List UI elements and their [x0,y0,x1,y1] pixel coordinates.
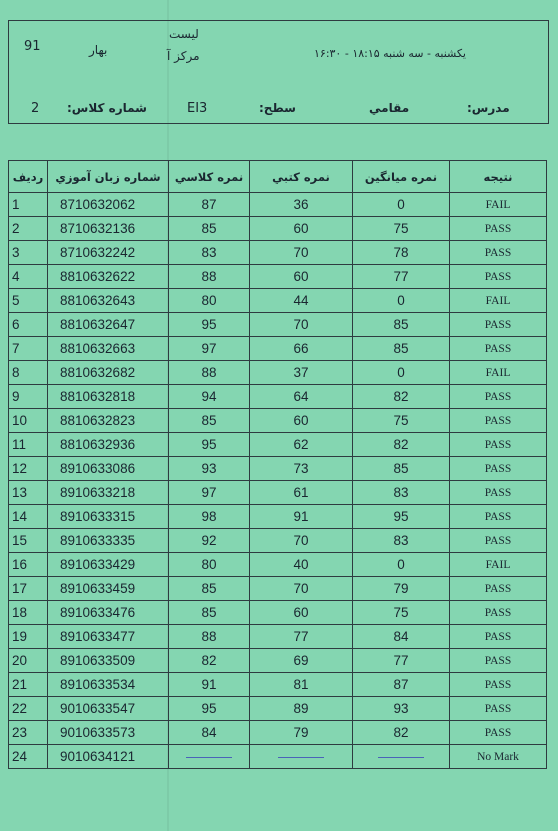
col-header-student-id: شماره زبان آموزي [48,161,169,193]
average-cell: 75 [353,409,450,433]
table-row [9,289,547,313]
average-cell: 82 [353,385,450,409]
class-score-cell: 93 [169,457,250,481]
result-cell: PASS [450,409,547,433]
result-cell: PASS [450,649,547,673]
student-id-cell: 8710632062 [48,193,169,217]
row-number-cell: 8 [9,361,48,385]
result-cell: FAIL [450,193,547,217]
row-number-cell: 19 [9,625,48,649]
result-cell: PASS [450,241,547,265]
average-cell: 85 [353,457,450,481]
row-number-cell: 11 [9,433,48,457]
row-number-cell: 20 [9,649,48,673]
row-number-cell: 24 [9,745,48,769]
table-header-row [9,161,547,193]
written-score-cell: 60 [250,217,353,241]
average-cell: 84 [353,625,450,649]
student-id-cell: 8910633335 [48,529,169,553]
written-score-cell: 79 [250,721,353,745]
col-header-written-score: نمره كتبي [250,161,353,193]
table-row [9,745,547,769]
table-row [9,433,547,457]
written-score-cell: 70 [250,577,353,601]
student-id-cell: 9010633573 [48,721,169,745]
result-cell: PASS [450,529,547,553]
student-id-cell: 8910633509 [48,649,169,673]
written-score-cell: 60 [250,265,353,289]
row-number-cell: 15 [9,529,48,553]
average-cell: 79 [353,577,450,601]
average-cell: 85 [353,313,450,337]
written-score-cell: 73 [250,457,353,481]
table-row [9,649,547,673]
result-cell: PASS [450,217,547,241]
student-id-cell: 8910633429 [48,553,169,577]
student-id-cell: 8910633476 [48,601,169,625]
term: بهار [89,43,108,57]
written-score-cell: 62 [250,433,353,457]
result-cell: FAIL [450,289,547,313]
table-row [9,601,547,625]
teacher-label: مدرس: [467,101,510,115]
average-cell: 0 [353,289,450,313]
class-score-cell [169,745,250,769]
table-row [9,577,547,601]
year: 91 [24,39,41,54]
average-cell: 83 [353,529,450,553]
col-header-row: رديف [9,161,48,193]
average-cell: 75 [353,601,450,625]
stage-value: مقامي [369,101,410,115]
student-id-cell: 8810632663 [48,337,169,361]
result-cell: PASS [450,673,547,697]
class-score-cell: 87 [169,193,250,217]
student-id-cell: 9010633547 [48,697,169,721]
class-score-cell: 80 [169,553,250,577]
average-cell: 78 [353,241,450,265]
student-id-cell: 8810632622 [48,265,169,289]
grades-table [8,160,547,769]
table-row [9,361,547,385]
class-score-cell: 94 [169,385,250,409]
student-id-cell: 8910633086 [48,457,169,481]
class-score-cell: 88 [169,265,250,289]
row-number-cell: 1 [9,193,48,217]
written-score-cell: 70 [250,241,353,265]
result-cell: PASS [450,577,547,601]
table-row [9,337,547,361]
level-label: سطح: [259,101,296,115]
result-cell: PASS [450,385,547,409]
student-id-cell: 8710632242 [48,241,169,265]
row-number-cell: 18 [9,601,48,625]
average-cell: 75 [353,217,450,241]
table-row [9,385,547,409]
row-number-cell: 10 [9,409,48,433]
result-cell: PASS [450,601,547,625]
class-score-cell: 95 [169,313,250,337]
class-score-cell: 80 [169,289,250,313]
pen-line [278,757,324,758]
average-cell: 85 [353,337,450,361]
average-cell: 0 [353,361,450,385]
result-cell: PASS [450,697,547,721]
table-row [9,721,547,745]
row-number-cell: 6 [9,313,48,337]
class-score-cell: 84 [169,721,250,745]
class-score-cell: 92 [169,529,250,553]
class-score-cell: 85 [169,217,250,241]
result-cell: PASS [450,625,547,649]
written-score-cell: 37 [250,361,353,385]
student-id-cell: 8910633477 [48,625,169,649]
row-number-cell: 9 [9,385,48,409]
result-cell: PASS [450,481,547,505]
student-id-cell: 9010634121 [48,745,169,769]
average-cell: 0 [353,553,450,577]
table-row [9,505,547,529]
class-score-cell: 83 [169,241,250,265]
written-score-cell: 44 [250,289,353,313]
class-score-cell: 85 [169,409,250,433]
row-number-cell: 21 [9,673,48,697]
class-number: 2 [31,101,40,116]
student-id-cell: 8910633534 [48,673,169,697]
student-id-cell: 8910633459 [48,577,169,601]
row-number-cell: 7 [9,337,48,361]
average-cell: 87 [353,673,450,697]
result-cell: FAIL [450,553,547,577]
student-id-cell: 8710632136 [48,217,169,241]
written-score-cell: 77 [250,625,353,649]
class-number-label: شماره كلاس: [67,101,147,115]
average-cell: 93 [353,697,450,721]
row-number-cell: 13 [9,481,48,505]
class-score-cell: 95 [169,697,250,721]
average-cell: 83 [353,481,450,505]
row-number-cell: 14 [9,505,48,529]
table-row [9,241,547,265]
header-box [8,20,549,124]
class-score-cell: 91 [169,673,250,697]
class-score-cell: 95 [169,433,250,457]
class-score-cell: 85 [169,601,250,625]
result-cell: PASS [450,313,547,337]
result-cell: No Mark [450,745,547,769]
class-score-cell: 88 [169,625,250,649]
table-row [9,529,547,553]
result-cell: PASS [450,721,547,745]
class-score-cell: 98 [169,505,250,529]
written-score-cell: 89 [250,697,353,721]
level-value: EI3 [187,101,208,116]
row-number-cell: 22 [9,697,48,721]
class-score-cell: 97 [169,481,250,505]
student-id-cell: 8810632823 [48,409,169,433]
pen-line [378,757,424,758]
row-number-cell: 16 [9,553,48,577]
written-score-cell [250,745,353,769]
table-row [9,313,547,337]
table-row [9,217,547,241]
result-cell: PASS [450,337,547,361]
row-number-cell: 2 [9,217,48,241]
written-score-cell: 70 [250,529,353,553]
col-header-class-score: نمره كلاسي [169,161,250,193]
row-number-cell: 3 [9,241,48,265]
average-cell [353,745,450,769]
written-score-cell: 64 [250,385,353,409]
class-score-cell: 97 [169,337,250,361]
result-cell: PASS [450,433,547,457]
written-score-cell: 81 [250,673,353,697]
student-id-cell: 8810632643 [48,289,169,313]
row-number-cell: 12 [9,457,48,481]
class-score-cell: 82 [169,649,250,673]
class-score-cell: 85 [169,577,250,601]
student-id-cell: 8810632936 [48,433,169,457]
student-id-cell: 8810632682 [48,361,169,385]
average-cell: 82 [353,721,450,745]
class-score-cell: 88 [169,361,250,385]
student-id-cell: 8910633315 [48,505,169,529]
table-row [9,457,547,481]
written-score-cell: 60 [250,409,353,433]
row-number-cell: 5 [9,289,48,313]
result-cell: PASS [450,505,547,529]
table-row [9,193,547,217]
result-cell: PASS [450,457,547,481]
student-id-cell: 8810632818 [48,385,169,409]
pen-line [186,757,232,758]
class-schedule: يكشنبه - سه شنبه ۱۸:۱۵ - ۱۶:۳۰ [314,47,466,60]
row-number-cell: 17 [9,577,48,601]
table-row [9,481,547,505]
written-score-cell: 70 [250,313,353,337]
written-score-cell: 91 [250,505,353,529]
table-row [9,553,547,577]
table-row [9,265,547,289]
list-title: ليست [169,27,199,41]
table-row [9,673,547,697]
center-label: مركز آ [167,49,200,63]
average-cell: 0 [353,193,450,217]
result-cell: FAIL [450,361,547,385]
student-id-cell: 8910633218 [48,481,169,505]
average-cell: 82 [353,433,450,457]
written-score-cell: 60 [250,601,353,625]
row-number-cell: 4 [9,265,48,289]
table-row [9,625,547,649]
student-id-cell: 8810632647 [48,313,169,337]
average-cell: 95 [353,505,450,529]
written-score-cell: 66 [250,337,353,361]
table-row [9,697,547,721]
average-cell: 77 [353,649,450,673]
average-cell: 77 [353,265,450,289]
written-score-cell: 61 [250,481,353,505]
col-header-average: نمره ميانگين [353,161,450,193]
written-score-cell: 40 [250,553,353,577]
written-score-cell: 69 [250,649,353,673]
table-row [9,409,547,433]
row-number-cell: 23 [9,721,48,745]
result-cell: PASS [450,265,547,289]
col-header-result: نتيجه [450,161,547,193]
written-score-cell: 36 [250,193,353,217]
